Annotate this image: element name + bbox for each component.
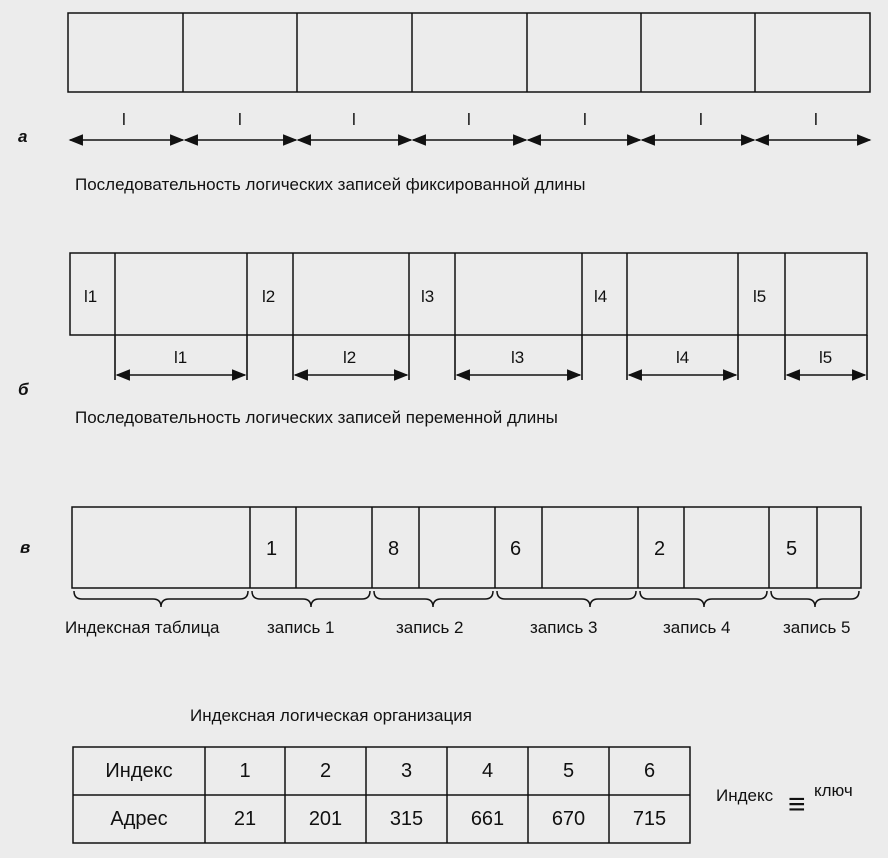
record-key-4: 2 xyxy=(654,538,666,560)
brace-label-record-5: запись 5 xyxy=(783,618,851,637)
arrow-label-a1: l xyxy=(122,110,126,129)
caption-fixed-length: Последовательность логических записей фиксированной длины xyxy=(75,175,586,194)
table-index-cell: 2 xyxy=(319,759,332,782)
record-braces xyxy=(74,591,859,607)
record-key-1: 1 xyxy=(266,538,278,560)
table-address-cell: 670 xyxy=(551,807,586,830)
brace-label-record-1: запись 1 xyxy=(267,618,335,637)
caption-indexed-organization: Индексная логическая организация xyxy=(190,706,472,725)
table-index-cell: 5 xyxy=(562,759,575,782)
fixed-records-strip xyxy=(68,13,870,92)
field-label-l1: l1 xyxy=(84,287,98,306)
section-a-label: а xyxy=(18,127,28,146)
section-b-label: б xyxy=(18,380,29,399)
table-row-label-index: Индекс xyxy=(105,759,173,782)
arrow-label-a4: l xyxy=(467,110,471,129)
section-c-label: в xyxy=(20,538,31,557)
arrow-label-a5: l xyxy=(583,110,587,129)
length-label-l2: l2 xyxy=(343,348,357,367)
table-address-cell: 21 xyxy=(233,807,257,830)
brace-label-index-table: Индексная таблица xyxy=(65,618,220,637)
table-address-cell: 661 xyxy=(470,807,505,830)
field-label-l4: l4 xyxy=(594,287,608,306)
brace-label-record-2: запись 2 xyxy=(396,618,464,637)
arrow-label-a3: l xyxy=(352,110,356,129)
note-index: Индекс xyxy=(716,786,774,805)
caption-variable-length: Последовательность логических записей переменной длины xyxy=(75,408,558,427)
note-key: ключ xyxy=(814,781,853,800)
table-row-label-address: Адрес xyxy=(110,807,168,830)
table-index-cell: 6 xyxy=(643,759,656,782)
length-label-l5: l5 xyxy=(819,348,833,367)
arrow-label-a7: l xyxy=(814,110,818,129)
variable-records-strip xyxy=(70,253,867,335)
arrow-label-a2: l xyxy=(238,110,242,129)
table-index-cell: 3 xyxy=(400,759,413,782)
record-key-3: 6 xyxy=(510,538,522,560)
variable-length-arrows xyxy=(115,335,867,380)
indexed-records-strip xyxy=(72,507,861,588)
table-address-cell: 315 xyxy=(389,807,424,830)
table-index-cell: 1 xyxy=(239,759,251,782)
field-label-l5: l5 xyxy=(753,287,767,306)
record-key-5: 5 xyxy=(786,538,798,560)
length-label-l4: l4 xyxy=(676,348,690,367)
field-label-l3: l3 xyxy=(421,287,435,306)
arrow-label-a6: l xyxy=(699,110,703,129)
field-label-l2: l2 xyxy=(262,287,276,306)
table-index-cell: 4 xyxy=(481,759,494,782)
table-address-cell: 201 xyxy=(308,807,343,830)
table-address-cell: 715 xyxy=(632,807,667,830)
brace-label-record-3: запись 3 xyxy=(530,618,598,637)
length-label-l1: l1 xyxy=(174,348,188,367)
length-label-l3: l3 xyxy=(511,348,525,367)
brace-label-record-4: запись 4 xyxy=(663,618,731,637)
equivalence-symbol: ≡ xyxy=(788,788,806,821)
record-key-2: 8 xyxy=(388,538,400,560)
